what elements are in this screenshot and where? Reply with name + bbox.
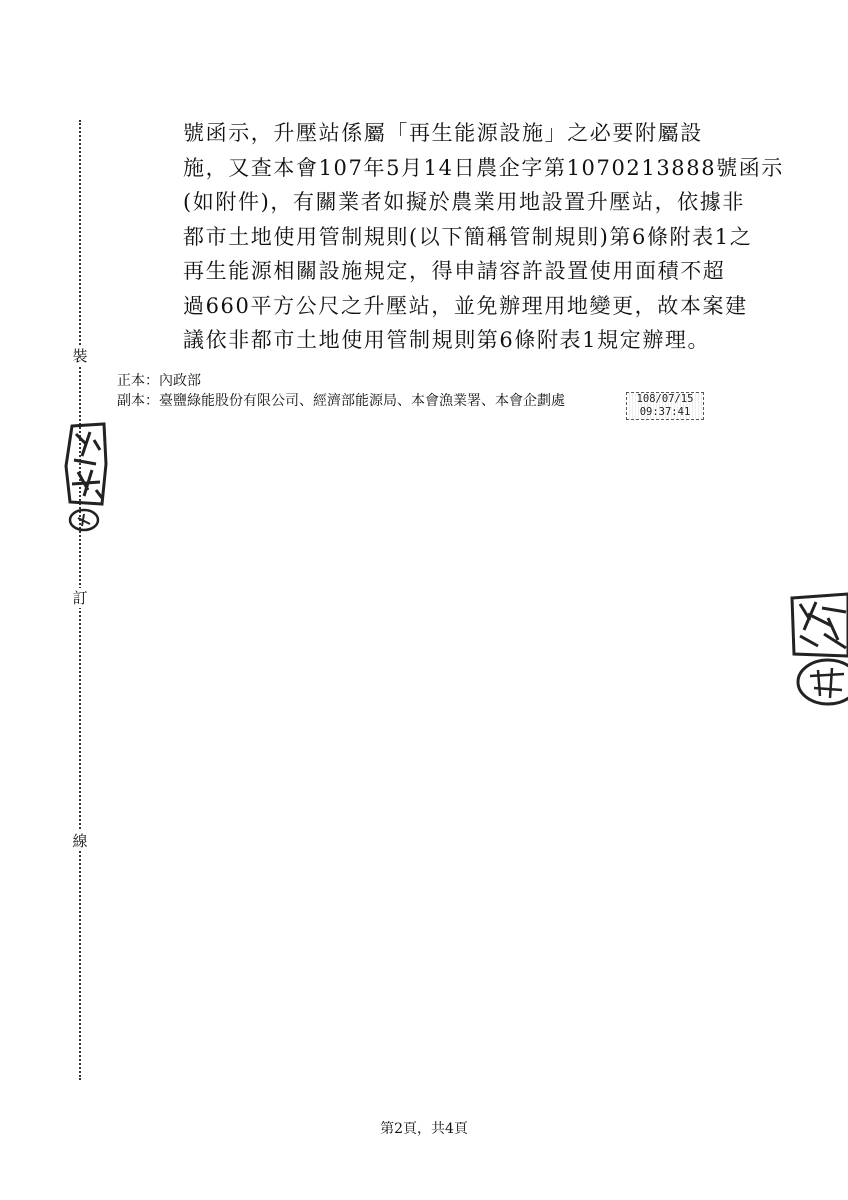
body-line: (如附件)，有關業者如擬於農業用地設置升壓站，依據非 bbox=[183, 190, 745, 214]
main-recipient: 正本：內政部 bbox=[117, 373, 201, 389]
body-line: 施，又查本會107年5月14日農企字第1070213888號函示 bbox=[183, 155, 784, 180]
left-seal-stamp bbox=[60, 420, 110, 532]
body-line: 再生能源相關設施規定，得申請容許設置使用面積不超 bbox=[183, 259, 726, 283]
body-line: 過660平方公尺之升壓站，並免辦理用地變更，故本案建 bbox=[183, 293, 748, 318]
body-line: 都市土地使用管制規則(以下簡稱管制規則)第6條附表1之 bbox=[183, 224, 753, 249]
binding-char-xian: 線 bbox=[70, 831, 90, 851]
body-line: 議依非都市土地使用管制規則第6條附表1規定辦理。 bbox=[183, 328, 711, 352]
body-paragraph bbox=[183, 116, 784, 358]
received-time: 09:37:41 bbox=[639, 405, 691, 418]
received-date: 108/07/15 bbox=[636, 393, 694, 405]
binding-char-ding: 訂 bbox=[70, 588, 90, 608]
page-number: 第2頁，共4頁 bbox=[380, 1121, 468, 1137]
body-line: 號函示，升壓站係屬「再生能源設施」之必要附屬設 bbox=[183, 121, 703, 145]
right-seal-stamp bbox=[788, 590, 848, 720]
binding-char-zhuang: 裝 bbox=[70, 346, 90, 366]
received-timestamp-stamp bbox=[626, 392, 704, 420]
copy-recipients: 副本：臺鹽綠能股份有限公司、經濟部能源局、本會漁業署、本會企劃處 bbox=[117, 393, 565, 409]
